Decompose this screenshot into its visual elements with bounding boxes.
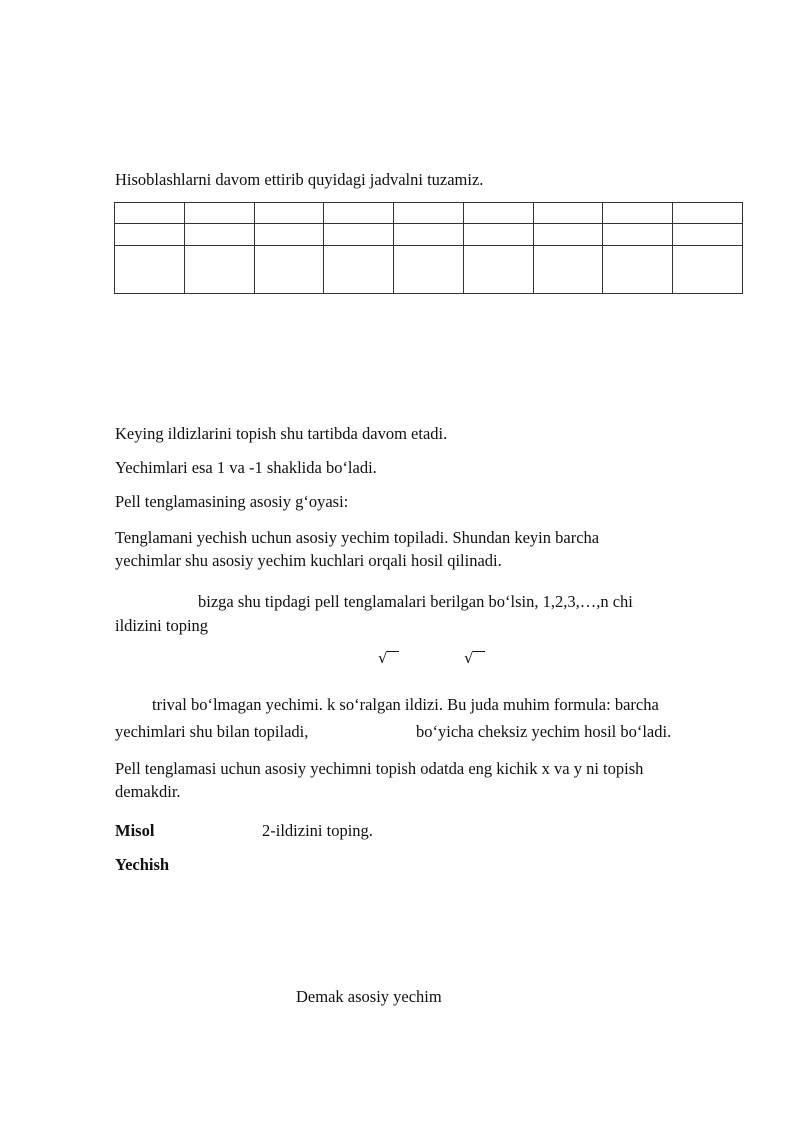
- intro-text: Hisoblashlarni davom ettirib quyidagi jadvalni tuzamiz.: [115, 170, 484, 189]
- paragraph-line: Keying ildizlarini topish shu tartibda davom etadi.: [115, 424, 448, 443]
- misol-text: 2-ildizini toping.: [262, 821, 373, 840]
- paragraph: [115, 526, 745, 572]
- paragraph-line: Pell tenglamasi uchun asosiy yechimni topish odatda eng kichik x va y ni topish: [115, 759, 644, 778]
- table-cell: [533, 224, 603, 246]
- table-cell: [673, 224, 743, 246]
- table-cell: [463, 246, 533, 294]
- table-cell: [324, 203, 394, 224]
- table-cell: [115, 203, 185, 224]
- table-cell: [463, 203, 533, 224]
- table-row: [115, 246, 743, 294]
- table-cell: [394, 246, 464, 294]
- table-cell: [603, 203, 673, 224]
- table-cell: [254, 224, 324, 246]
- table-cell: [463, 224, 533, 246]
- paragraph-line: demakdir.: [115, 782, 181, 801]
- yechish-label: Yechish: [115, 855, 170, 874]
- paragraph-line: bo‘yicha cheksiz yechim hosil bo‘ladi.: [416, 722, 672, 741]
- paragraph-line: bizga shu tipdagi pell tenglamalari berilgan bo‘lsin, 1,2,3,…,n chi: [198, 592, 633, 611]
- table-cell: [254, 203, 324, 224]
- table-row: [115, 203, 743, 224]
- table-cell: [324, 224, 394, 246]
- table-cell: [673, 203, 743, 224]
- sqrt-symbol: √: [464, 649, 485, 667]
- table-cell: [115, 246, 185, 294]
- table-row: [115, 224, 743, 246]
- paragraph-line: yechimlar shu asosiy yechim kuchlari orqali hosil qilinadi.: [115, 551, 502, 570]
- table-cell: [184, 246, 254, 294]
- conclusion-text: Demak asosiy yechim: [296, 987, 442, 1006]
- paragraph: [115, 757, 745, 803]
- table-cell: [254, 246, 324, 294]
- paragraph-line: trival bo‘lmagan yechimi. k so‘ralgan ildizi. Bu juda muhim formula: barcha: [152, 695, 659, 714]
- misol-label: Misol: [115, 821, 155, 840]
- table-cell: [115, 224, 185, 246]
- table-cell: [324, 246, 394, 294]
- table-cell: [533, 203, 603, 224]
- paragraph-line: Yechimlari esa 1 va -1 shaklida bo‘ladi.: [115, 458, 377, 477]
- table-cell: [533, 246, 603, 294]
- table-cell: [603, 246, 673, 294]
- paragraph-line: Tenglamani yechish uchun asosiy yechim topiladi. Shundan keyin barcha: [115, 528, 600, 547]
- results-table: [114, 202, 743, 294]
- paragraph-line: ildizini toping: [115, 616, 209, 635]
- paragraph-line: Pell tenglamasining asosiy g‘oyasi:: [115, 492, 349, 511]
- table-cell: [184, 224, 254, 246]
- table-cell: [394, 224, 464, 246]
- table-cell: [394, 203, 464, 224]
- table-cell: [603, 224, 673, 246]
- sqrt-symbol: √: [378, 649, 399, 667]
- table-cell: [184, 203, 254, 224]
- paragraph-line: yechimlari shu bilan topiladi,: [115, 722, 309, 741]
- table-cell: [673, 246, 743, 294]
